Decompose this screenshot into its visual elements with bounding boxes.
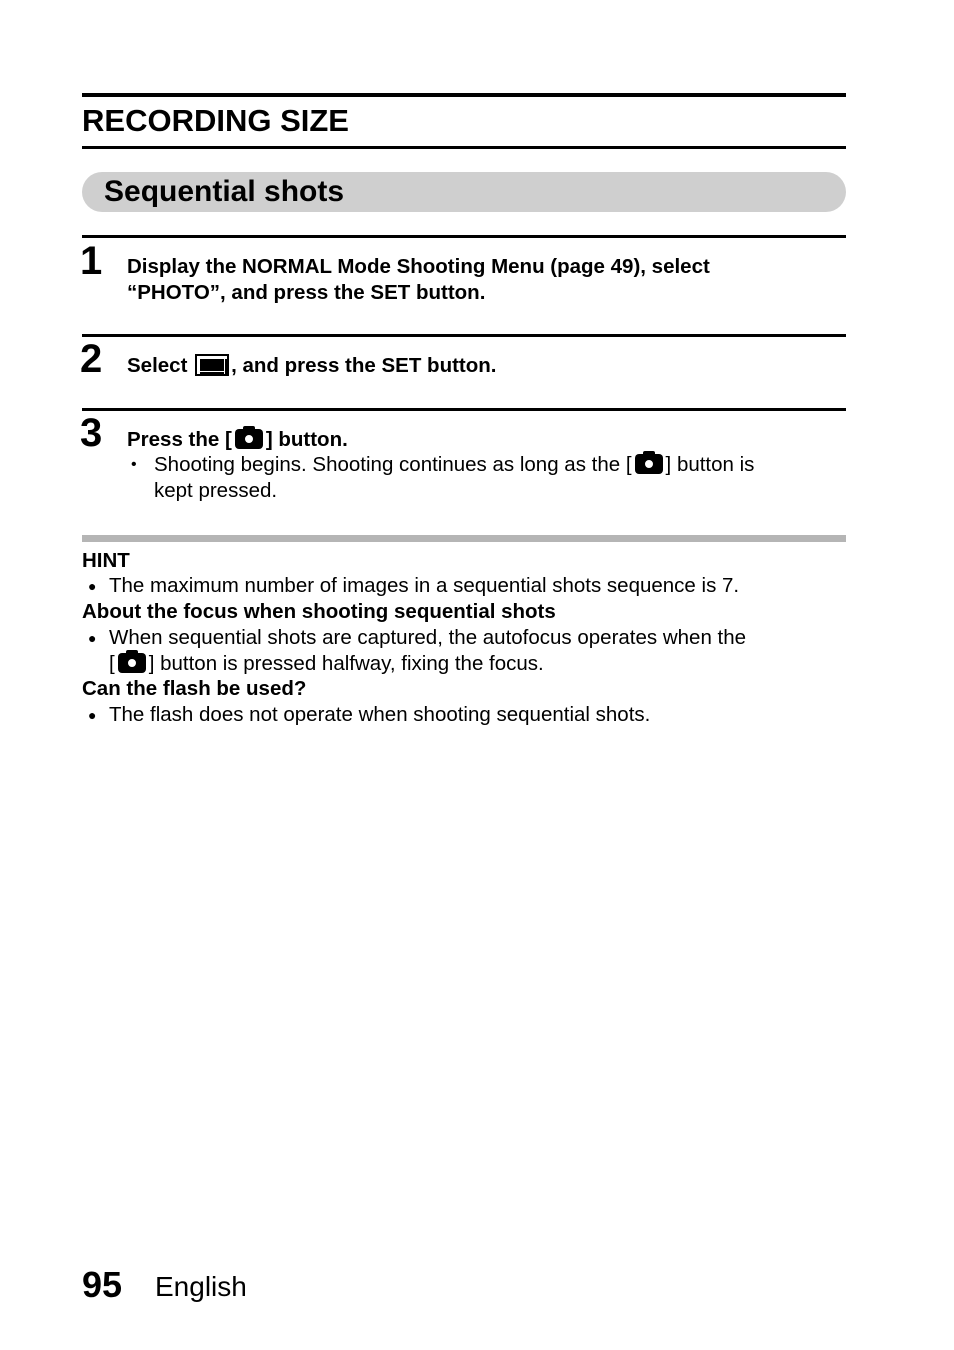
- step-1-line1: Display the NORMAL Mode Shooting Menu (page 49), select: [127, 255, 710, 278]
- camera-icon: [118, 653, 146, 673]
- step-2-number: 2: [80, 337, 103, 381]
- step-1-text: [127, 254, 827, 305]
- step-3-bullet-line1-after: ] button is: [665, 453, 755, 476]
- step-3-rule: [82, 408, 846, 411]
- header-rule-top: [82, 93, 846, 97]
- hint-bullet-1: ●: [88, 578, 97, 594]
- hint-bullet-2: ●: [88, 630, 97, 646]
- hint-item-2-line2-before: [: [109, 652, 115, 675]
- step-3-bullet-mark: •: [131, 456, 137, 473]
- hint-item-1: The maximum number of images in a sequential shots sequence is 7.: [109, 574, 740, 597]
- hint-focus-heading: About the focus when shooting sequential shots: [82, 600, 556, 623]
- step-1-rule: [82, 235, 846, 238]
- step-2-text-after: , and press the SET button.: [231, 354, 497, 377]
- step-2-text: [127, 353, 827, 379]
- camera-icon: [235, 429, 263, 449]
- step-3-text-after: ] button.: [265, 428, 348, 451]
- subsection-title: Sequential shots: [104, 175, 345, 208]
- hint-item-2-line2-after: ] button is pressed halfway, fixing the focus.: [148, 652, 544, 675]
- sequential-shots-icon: [195, 354, 229, 376]
- hint-item-2: [109, 625, 829, 677]
- step-3-bullet-line1-before: Shooting begins. Shooting continues as long as the [: [154, 453, 632, 476]
- header-rule-bottom: [82, 146, 846, 149]
- step-3-text: [127, 427, 827, 453]
- page-language: English: [155, 1271, 247, 1302]
- hint-bullet-3: ●: [88, 707, 97, 723]
- camera-icon: [635, 454, 663, 474]
- step-1-line2: “PHOTO”, and press the SET button.: [127, 280, 486, 304]
- step-3-text-before: Press the [: [127, 428, 232, 451]
- step-3-bullet-line2: kept pressed.: [154, 479, 278, 502]
- hint-item-3: The flash does not operate when shooting sequential shots.: [109, 703, 651, 726]
- hint-flash-heading: Can the flash be used?: [82, 677, 307, 700]
- step-2-text-before: Select: [127, 354, 194, 377]
- hint-label: HINT: [82, 549, 130, 572]
- step-3-number: 3: [80, 411, 103, 455]
- step-1-number: 1: [80, 239, 103, 283]
- hint-divider: [82, 535, 846, 542]
- hint-item-2-line1: When sequential shots are captured, the autofocus operates when the: [109, 626, 747, 649]
- step-2-rule: [82, 334, 846, 337]
- page-number: 95: [82, 1264, 123, 1305]
- step-3-bullet-text: [154, 452, 844, 504]
- section-title: RECORDING SIZE: [82, 103, 349, 138]
